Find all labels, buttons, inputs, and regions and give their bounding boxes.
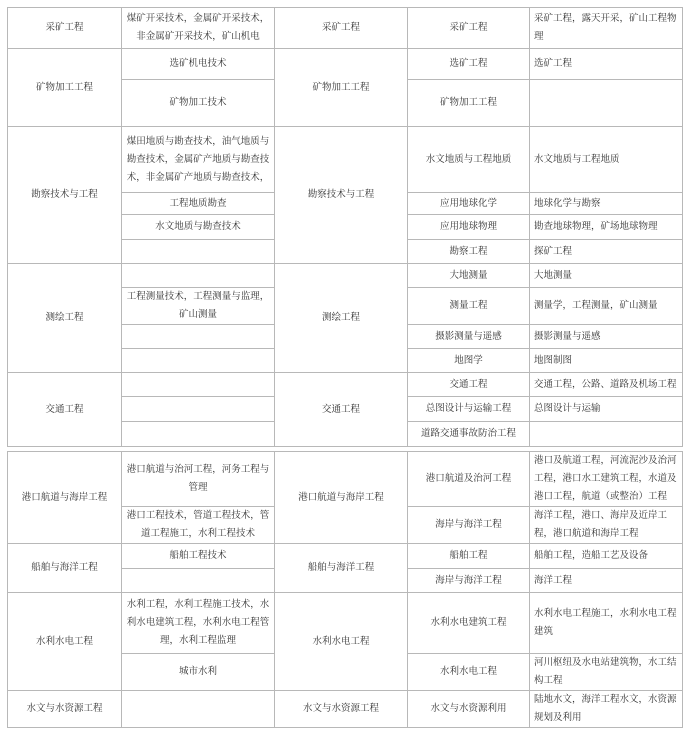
new-sub-major: 大地测量 (408, 264, 530, 288)
new-sub-major: 水文与水资源利用 (408, 691, 530, 728)
majors-table-1 (7, 7, 683, 447)
major-description: 港口及航道工程，河流泥沙及治河工程，港口水工建筑工程，水道及港口工程，航道（或整治）工程 (530, 452, 683, 507)
major-description: 总图设计与运输 (530, 397, 683, 422)
original-major: 船舶与海洋工程 (8, 544, 122, 593)
new-major: 交通工程 (275, 373, 408, 447)
original-sub-major (122, 691, 275, 728)
original-sub-major (122, 264, 275, 288)
major-description: 交通工程，公路、道路及机场工程 (530, 373, 683, 397)
table-row (8, 544, 683, 569)
original-sub-major (122, 325, 275, 349)
new-sub-major: 海岸与海洋工程 (408, 507, 530, 544)
table-row (8, 49, 683, 80)
major-description: 水文地质与工程地质 (530, 127, 683, 193)
original-sub-major: 工程测量技术，工程测量与监理，矿山测量 (122, 288, 275, 325)
new-major: 水文与水资源工程 (275, 691, 408, 728)
major-description (530, 80, 683, 127)
original-sub-major: 城市水利 (122, 654, 275, 691)
new-sub-major: 选矿工程 (408, 49, 530, 80)
majors-table-2 (7, 451, 683, 728)
new-major: 测绘工程 (275, 264, 408, 373)
new-major: 港口航道与海岸工程 (275, 452, 408, 544)
original-major: 交通工程 (8, 373, 122, 447)
new-major: 矿物加工工程 (275, 49, 408, 127)
original-sub-major (122, 349, 275, 373)
new-sub-major: 水利水电建筑工程 (408, 593, 530, 654)
major-description: 海洋工程，港口、海岸及近岸工程，港口航道和海岸工程 (530, 507, 683, 544)
original-major: 港口航道与海岸工程 (8, 452, 122, 544)
original-sub-major: 船舶工程技术 (122, 544, 275, 569)
table-row (8, 127, 683, 193)
new-major: 采矿工程 (275, 8, 408, 49)
table-row (8, 373, 683, 397)
new-sub-major: 矿物加工工程 (408, 80, 530, 127)
original-major: 水文与水资源工程 (8, 691, 122, 728)
major-description: 陆地水文，海洋工程水文，水资源规划及利用 (530, 691, 683, 728)
new-sub-major: 海岸与海洋工程 (408, 569, 530, 593)
major-description: 大地测量 (530, 264, 683, 288)
major-description: 河川枢纽及水电站建筑物，水工结构工程 (530, 654, 683, 691)
new-sub-major: 船舶工程 (408, 544, 530, 569)
major-description: 测量学，工程测量，矿山测量 (530, 288, 683, 325)
new-sub-major: 水利水电工程 (408, 654, 530, 691)
new-sub-major: 交通工程 (408, 373, 530, 397)
new-sub-major: 港口航道及治河工程 (408, 452, 530, 507)
major-description: 采矿工程，露天开采，矿山工程物理 (530, 8, 683, 49)
table-row (8, 452, 683, 507)
table-row (8, 691, 683, 728)
original-major: 水利水电工程 (8, 593, 122, 691)
table-row (8, 593, 683, 654)
major-description: 探矿工程 (530, 240, 683, 264)
major-description (530, 422, 683, 447)
majors-table-1-body (8, 8, 683, 447)
new-sub-major: 总图设计与运输工程 (408, 397, 530, 422)
major-description: 摄影测量与遥感 (530, 325, 683, 349)
major-description: 选矿工程 (530, 49, 683, 80)
original-sub-major: 矿物加工技术 (122, 80, 275, 127)
major-description: 海洋工程 (530, 569, 683, 593)
new-sub-major: 应用地球化学 (408, 193, 530, 215)
new-sub-major: 水文地质与工程地质 (408, 127, 530, 193)
original-sub-major (122, 373, 275, 397)
table-row (8, 8, 683, 49)
new-major: 船舶与海洋工程 (275, 544, 408, 593)
original-sub-major: 港口工程技术，管道工程技术，管道工程施工，水利工程技术 (122, 507, 275, 544)
original-sub-major (122, 397, 275, 422)
original-major: 勘察技术与工程 (8, 127, 122, 264)
table-row (8, 264, 683, 288)
new-sub-major: 测量工程 (408, 288, 530, 325)
new-major: 勘察技术与工程 (275, 127, 408, 264)
original-sub-major: 水文地质与勘查技术 (122, 215, 275, 240)
major-description: 水利水电工程施工，水利水电工程建筑 (530, 593, 683, 654)
original-sub-major: 水利工程，水利工程施工技术，水利水电建筑工程，水利水电工程管理，水利工程监理 (122, 593, 275, 654)
original-sub-major: 工程地质勘查 (122, 193, 275, 215)
new-major: 水利水电工程 (275, 593, 408, 691)
major-description: 勘查地球物理，矿场地球物理 (530, 215, 683, 240)
new-sub-major: 摄影测量与遥感 (408, 325, 530, 349)
original-sub-major (122, 422, 275, 447)
major-description: 地图制图 (530, 349, 683, 373)
new-sub-major: 道路交通事故防治工程 (408, 422, 530, 447)
new-sub-major: 应用地球物理 (408, 215, 530, 240)
original-sub-major (122, 240, 275, 264)
original-sub-major: 煤田地质与勘查技术，油气地质与勘查技术，金属矿产地质与勘查技术，非金属矿产地质与勘查技术， (122, 127, 275, 193)
major-description: 地球化学与勘察 (530, 193, 683, 215)
new-sub-major: 采矿工程 (408, 8, 530, 49)
original-sub-major: 选矿机电技术 (122, 49, 275, 80)
original-major: 采矿工程 (8, 8, 122, 49)
new-sub-major: 勘察工程 (408, 240, 530, 264)
major-description: 船舶工程，造船工艺及设备 (530, 544, 683, 569)
original-major: 矿物加工工程 (8, 49, 122, 127)
majors-table-2-body (8, 452, 683, 728)
original-sub-major: 港口航道与治河工程，河务工程与管理 (122, 452, 275, 507)
new-sub-major: 地图学 (408, 349, 530, 373)
original-sub-major (122, 569, 275, 593)
original-sub-major: 煤矿开采技术，金属矿开采技术，非金属矿开采技术，矿山机电 (122, 8, 275, 49)
original-major: 测绘工程 (8, 264, 122, 373)
